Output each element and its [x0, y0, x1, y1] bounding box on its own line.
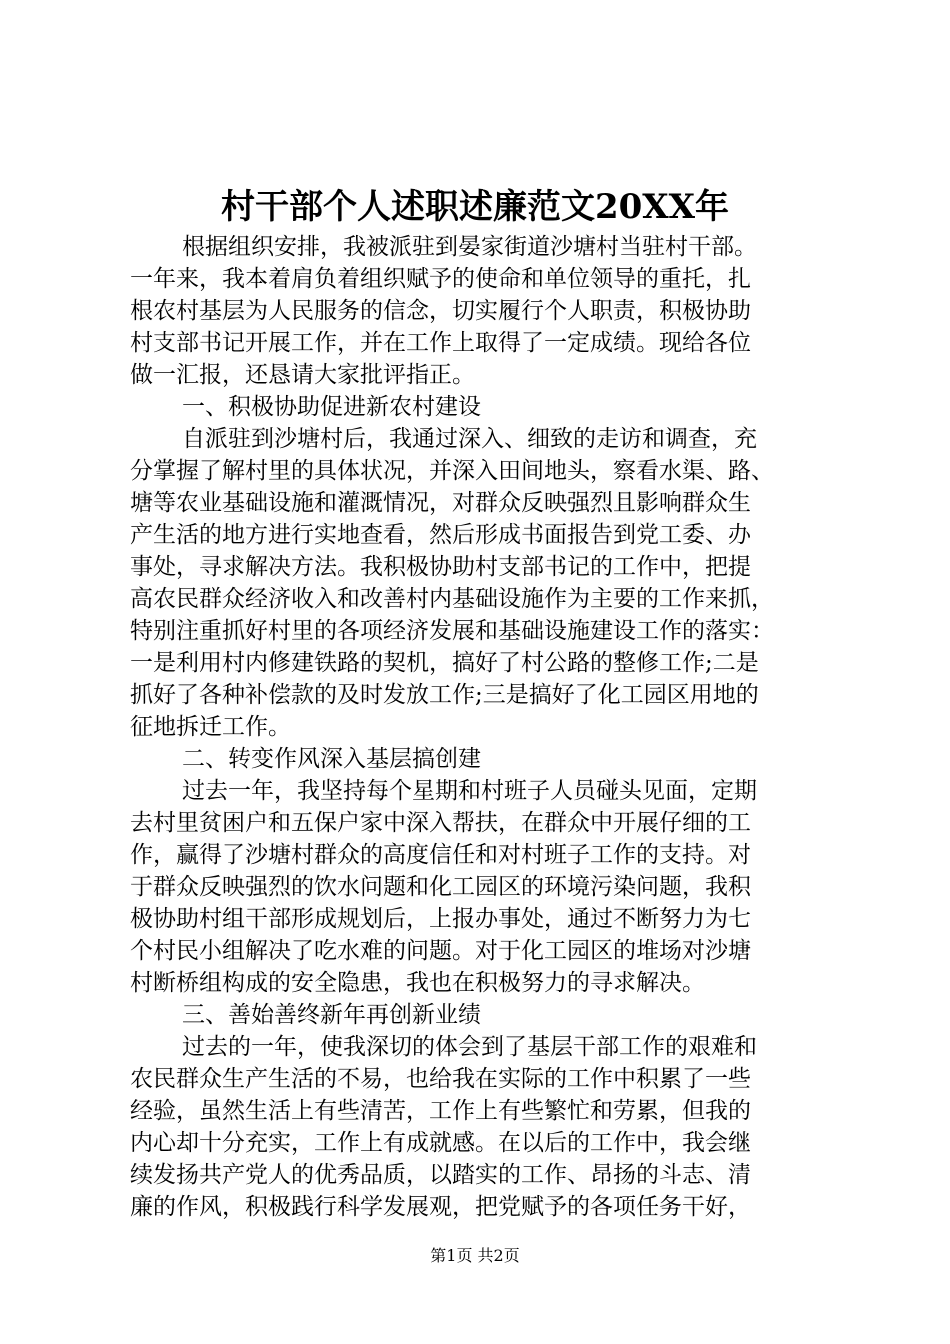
body-line: 根农村基层为人民服务的信念，切实履行个人职责，积极协助 [130, 298, 751, 324]
page-footer: 第1页 共2页 [430, 1246, 520, 1265]
body-line: 事处，寻求解决方法。我积极协助村支部书记的工作中，把提 [130, 554, 751, 580]
body-line: 过去的一年，使我深切的体会到了基层干部工作的艰难和 [182, 1034, 757, 1060]
body-line: 塘等农业基础设施和灌溉情况，对群众反映强烈且影响群众生 [130, 490, 751, 516]
body-line: 特别注重抓好村里的各项经济发展和基础设施建设工作的落实： [130, 618, 774, 644]
body-line: 经验，虽然生活上有些清苦，工作上有些繁忙和劳累，但我的 [130, 1098, 751, 1124]
body-line: 分掌握了解村里的具体状况，并深入田间地头，察看水渠、路、 [130, 458, 774, 484]
body-line: 做一汇报，还恳请大家批评指正。 [130, 362, 475, 388]
body-line: 内心却十分充实，工作上有成就感。在以后的工作中，我会继 [130, 1130, 751, 1156]
body-line: 过去一年，我坚持每个星期和村班子人员碰头见面，定期 [182, 778, 757, 804]
body-line: 抓好了各种补偿款的及时发放工作;三是搞好了化工园区用地的 [130, 682, 759, 708]
body-line: 根据组织安排，我被派驻到晏家街道沙塘村当驻村干部。 [182, 234, 757, 260]
document-title: 村干部个人述职述廉范文20XX年 [220, 187, 730, 227]
body-line: 高农民群众经济收入和改善村内基础设施作为主要的工作来抓， [130, 586, 774, 612]
body-line: 二、转变作风深入基层搞创建 [182, 746, 481, 772]
body-line: 个村民小组解决了吃水难的问题。对于化工园区的堆场对沙塘 [130, 938, 751, 964]
body-line: 农民群众生产生活的不易，也给我在实际的工作中积累了一些 [130, 1066, 751, 1092]
body-line: 廉的作风，积极践行科学发展观，把党赋予的各项任务干好， [130, 1194, 751, 1220]
body-line: 作，赢得了沙塘村群众的高度信任和对村班子工作的支持。对 [130, 842, 751, 868]
body-line: 村断桥组构成的安全隐患，我也在积极努力的寻求解决。 [130, 970, 705, 996]
body-line: 产生活的地方进行实地查看，然后形成书面报告到党工委、办 [130, 522, 751, 548]
body-line: 极协助村组干部形成规划后，上报办事处，通过不断努力为七 [130, 906, 751, 932]
body-line: 一、积极协助促进新农村建设 [182, 394, 481, 420]
body-line: 征地拆迁工作。 [130, 714, 291, 740]
document-body [130, 231, 830, 1223]
body-line: 三、善始善终新年再创新业绩 [182, 1002, 481, 1028]
body-line: 于群众反映强烈的饮水问题和化工园区的环境污染问题，我积 [130, 874, 751, 900]
body-line: 自派驻到沙塘村后，我通过深入、细致的走访和调查，充 [182, 426, 757, 452]
body-line: 去村里贫困户和五保户家中深入帮扶，在群众中开展仔细的工 [130, 810, 751, 836]
body-line: 续发扬共产党人的优秀品质，以踏实的工作、昂扬的斗志、清 [130, 1162, 751, 1188]
body-line: 一是利用村内修建铁路的契机，搞好了村公路的整修工作;二是 [130, 650, 759, 676]
body-line: 村支部书记开展工作，并在工作上取得了一定成绩。现给各位 [130, 330, 751, 356]
body-line: 一年来，我本着肩负着组织赋予的使命和单位领导的重托，扎 [130, 266, 751, 292]
